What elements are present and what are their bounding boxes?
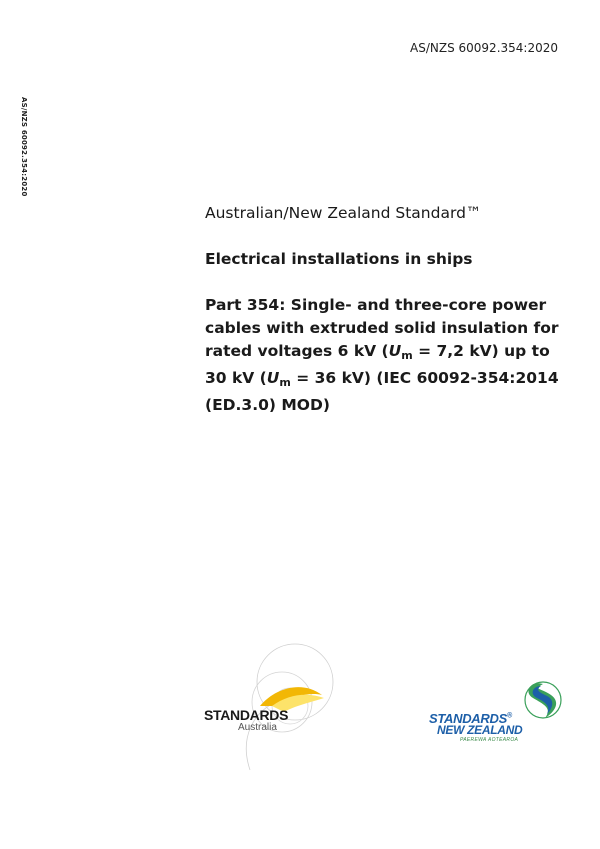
registered-mark: ® xyxy=(506,712,512,720)
standards-australia-sub: Australia xyxy=(238,722,277,733)
standards-nz-sub: PAEREWA AOTEAROA xyxy=(460,737,519,743)
standards-australia-word: STANDARDS xyxy=(204,707,289,723)
um-symbol: U xyxy=(266,369,280,387)
document-title: Electrical installations in ships xyxy=(205,250,473,268)
standards-australia-logo xyxy=(190,640,350,780)
series-title: Australian/New Zealand Standard™ xyxy=(205,204,482,222)
um-subscript: m xyxy=(279,376,291,389)
part-title-text-3: = 36 kV) (IEC 60092-354:2014 (ED.3.0) MOD) xyxy=(205,369,559,414)
part-title xyxy=(205,294,565,417)
part-title-text-1: Part 354: Single- and three-core power cables with extruded solid insulation for rated voltages 6 kV ( xyxy=(205,296,559,360)
spine-label: AS/NZS 60092.354:2020 xyxy=(20,97,28,197)
standards-nz-logo xyxy=(425,678,565,748)
um-subscript: m xyxy=(401,349,413,362)
document-number: AS/NZS 60092.354:2020 xyxy=(410,41,558,55)
um-symbol: U xyxy=(388,342,402,360)
standards-nz-word2: NEW ZEALAND xyxy=(437,723,523,737)
part-title-text-2: = 7,2 kV) up to 30 kV ( xyxy=(205,342,550,387)
standards-nz-word1: STANDARDS® xyxy=(429,711,512,726)
